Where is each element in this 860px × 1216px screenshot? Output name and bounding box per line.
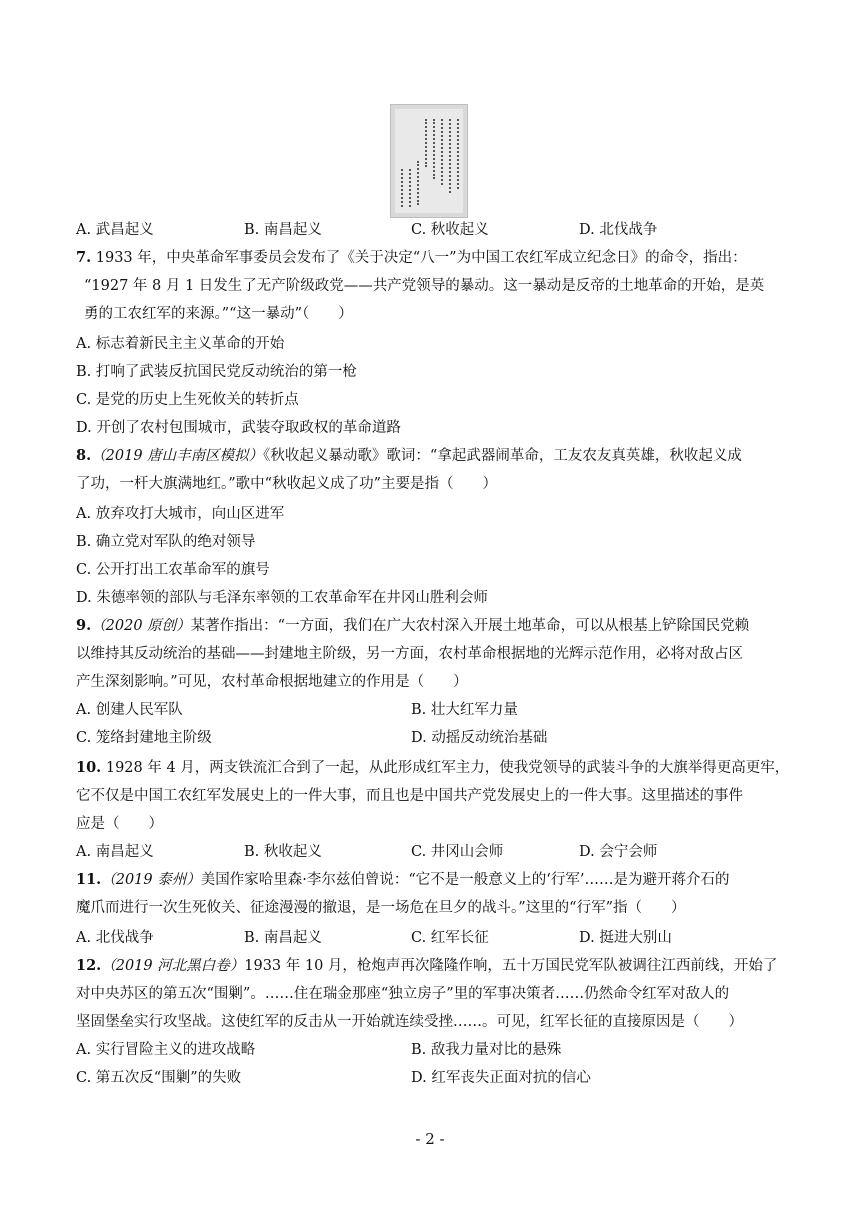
q11-source: （2019 泰州） [101, 872, 201, 888]
q8-option-c[interactable]: C. 公开打出工农革命军的旗号 [76, 562, 270, 578]
q7-number: 7. [76, 249, 92, 266]
q11-number: 11. [76, 871, 102, 888]
q9-option-b[interactable]: B. 壮大红军力量 [411, 702, 518, 718]
q8-source: （2019 唐山丰南区模拟） [91, 448, 264, 464]
q6-option-b[interactable]: B. 南昌起义 [244, 222, 322, 238]
q11-option-c[interactable]: C. 红军长征 [411, 930, 489, 946]
q9-stem-line-1: 9.（2020 原创）某著作指出：“一方面，我们在广大农村深入开展土地革命，可以从根基上铲除国民党赖 [76, 617, 750, 634]
q12-stem-line-2: 对中央苏区的第五次“围剿”。……住在瑞金那座“独立房子”里的军事决策者……仍然命令红军对敌人的 [76, 986, 730, 1002]
q7-stem-line-1: 7. 1933 年，中央革命军事委员会发布了《关于决定“八一”为中国工农红军成立纪念日》的命令，指出： [76, 249, 747, 266]
q6-option-d[interactable]: D. 北伐战争 [579, 222, 658, 238]
q12-option-b[interactable]: B. 敌我力量对比的悬殊 [411, 1042, 562, 1058]
calligraphy-photo [390, 104, 468, 218]
q7-option-a[interactable]: A. 标志着新民主主义革命的开始 [76, 336, 285, 352]
q10-stem-line-2: 它不仅是中国工农红军发展史上的一件大事，而且也是中国共产党发展史上的一件大事。这里描述的事件 [76, 788, 743, 804]
q12-stem-line-3: 坚固堡垒实行攻坚战。这使红军的反击从一开始就连续受挫……。可见，红军长征的直接原因是（ ） [76, 1014, 743, 1030]
q11-stem-line-1: 11.（2019 泰州）美国作家哈里森·李尔兹伯曾说：“它不是一般意义上的‘行军’……是为避开蒋介石的 [76, 871, 730, 888]
q8-option-b[interactable]: B. 确立党对军队的绝对领导 [76, 534, 256, 550]
q7-option-b[interactable]: B. 打响了武装反抗国民党反动统治的第一枪 [76, 364, 357, 380]
q7-option-d[interactable]: D. 开创了农村包围城市，武装夺取政权的革命道路 [76, 420, 401, 436]
q12-source: （2019 河北黑白卷） [101, 958, 245, 974]
q11-option-b[interactable]: B. 南昌起义 [244, 930, 322, 946]
calligraphy-inscription-image [395, 109, 463, 213]
page-number: - 2 - [415, 1130, 445, 1148]
q6-option-a[interactable]: A. 武昌起义 [76, 222, 154, 238]
q6-option-c[interactable]: C. 秋收起义 [411, 222, 489, 238]
q12-number: 12. [76, 957, 102, 974]
q12-option-c[interactable]: C. 第五次反“围剿”的失败 [76, 1070, 242, 1086]
q8-stem-line-2: 了功，一杆大旗满地红。”歌中“秋收起义成了功”主要是指（ ） [76, 476, 497, 492]
q9-stem-line-3: 产生深刻影响。”可见，农村革命根据地建立的作用是（ ） [76, 674, 468, 690]
q10-option-b[interactable]: B. 秋收起义 [244, 844, 322, 860]
q8-stem-line-1: 8.（2019 唐山丰南区模拟）《秋收起义暴动歌》歌词：“拿起武器闹革命，工友农友真英雄，秋收起义成 [76, 447, 742, 464]
q8-option-d[interactable]: D. 朱德率领的部队与毛泽东率领的工农革命军在井冈山胜利会师 [76, 590, 488, 606]
q9-stem-line-2: 以维持其反动统治的基础——封建地主阶级，另一方面，农村革命根据地的光辉示范作用，必将对敌占区 [76, 646, 743, 662]
q9-option-c[interactable]: C. 笼络封建地主阶级 [76, 730, 212, 746]
q10-option-a[interactable]: A. 南昌起义 [76, 844, 154, 860]
q9-option-a[interactable]: A. 创建人民军队 [76, 702, 183, 718]
q7-stem-line-2: “1927 年 8 月 1 日发生了无产阶级政党——共产党领导的暴动。这一暴动是反帝的土地革命的开始，是英 [84, 278, 765, 294]
q10-stem-line-1: 10. 1928 年 4 月，两支铁流汇合到了一起，从此形成红军主力，使我党领导的武装斗争的大旗举得更高更牢， [76, 759, 790, 776]
q11-stem-line-2: 魔爪而进行一次生死攸关、征途漫漫的撤退，是一场危在旦夕的战斗。”这里的“行军”指（ ） [76, 900, 686, 916]
q7-stem-line-3: 勇的工农红军的来源。”“这一暴动”（ ） [84, 306, 353, 322]
q11-option-a[interactable]: A. 北伐战争 [76, 930, 154, 946]
q11-option-d[interactable]: D. 挺进大别山 [579, 930, 672, 946]
q12-option-d[interactable]: D. 红军丧失正面对抗的信心 [411, 1070, 591, 1086]
q9-option-d[interactable]: D. 动摇反动统治基础 [411, 730, 548, 746]
q10-stem-line-3: 应是（ ） [76, 816, 163, 832]
q9-source: （2020 原创） [91, 618, 191, 634]
q10-number: 10. [76, 759, 102, 776]
q10-option-d[interactable]: D. 会宁会师 [579, 844, 658, 860]
q7-option-c[interactable]: C. 是党的历史上生死攸关的转折点 [76, 392, 299, 408]
q8-number: 8. [76, 447, 92, 464]
q10-option-c[interactable]: C. 井冈山会师 [411, 844, 504, 860]
q9-number: 9. [76, 617, 92, 634]
q12-stem-line-1: 12.（2019 河北黑白卷）1933 年 10 月，枪炮声再次隆隆作响，五十万国民党军队被调往江西前线，开始了 [76, 957, 778, 974]
q12-option-a[interactable]: A. 实行冒险主义的进攻战略 [76, 1042, 256, 1058]
q8-option-a[interactable]: A. 放弃攻打大城市，向山区进军 [76, 506, 285, 522]
